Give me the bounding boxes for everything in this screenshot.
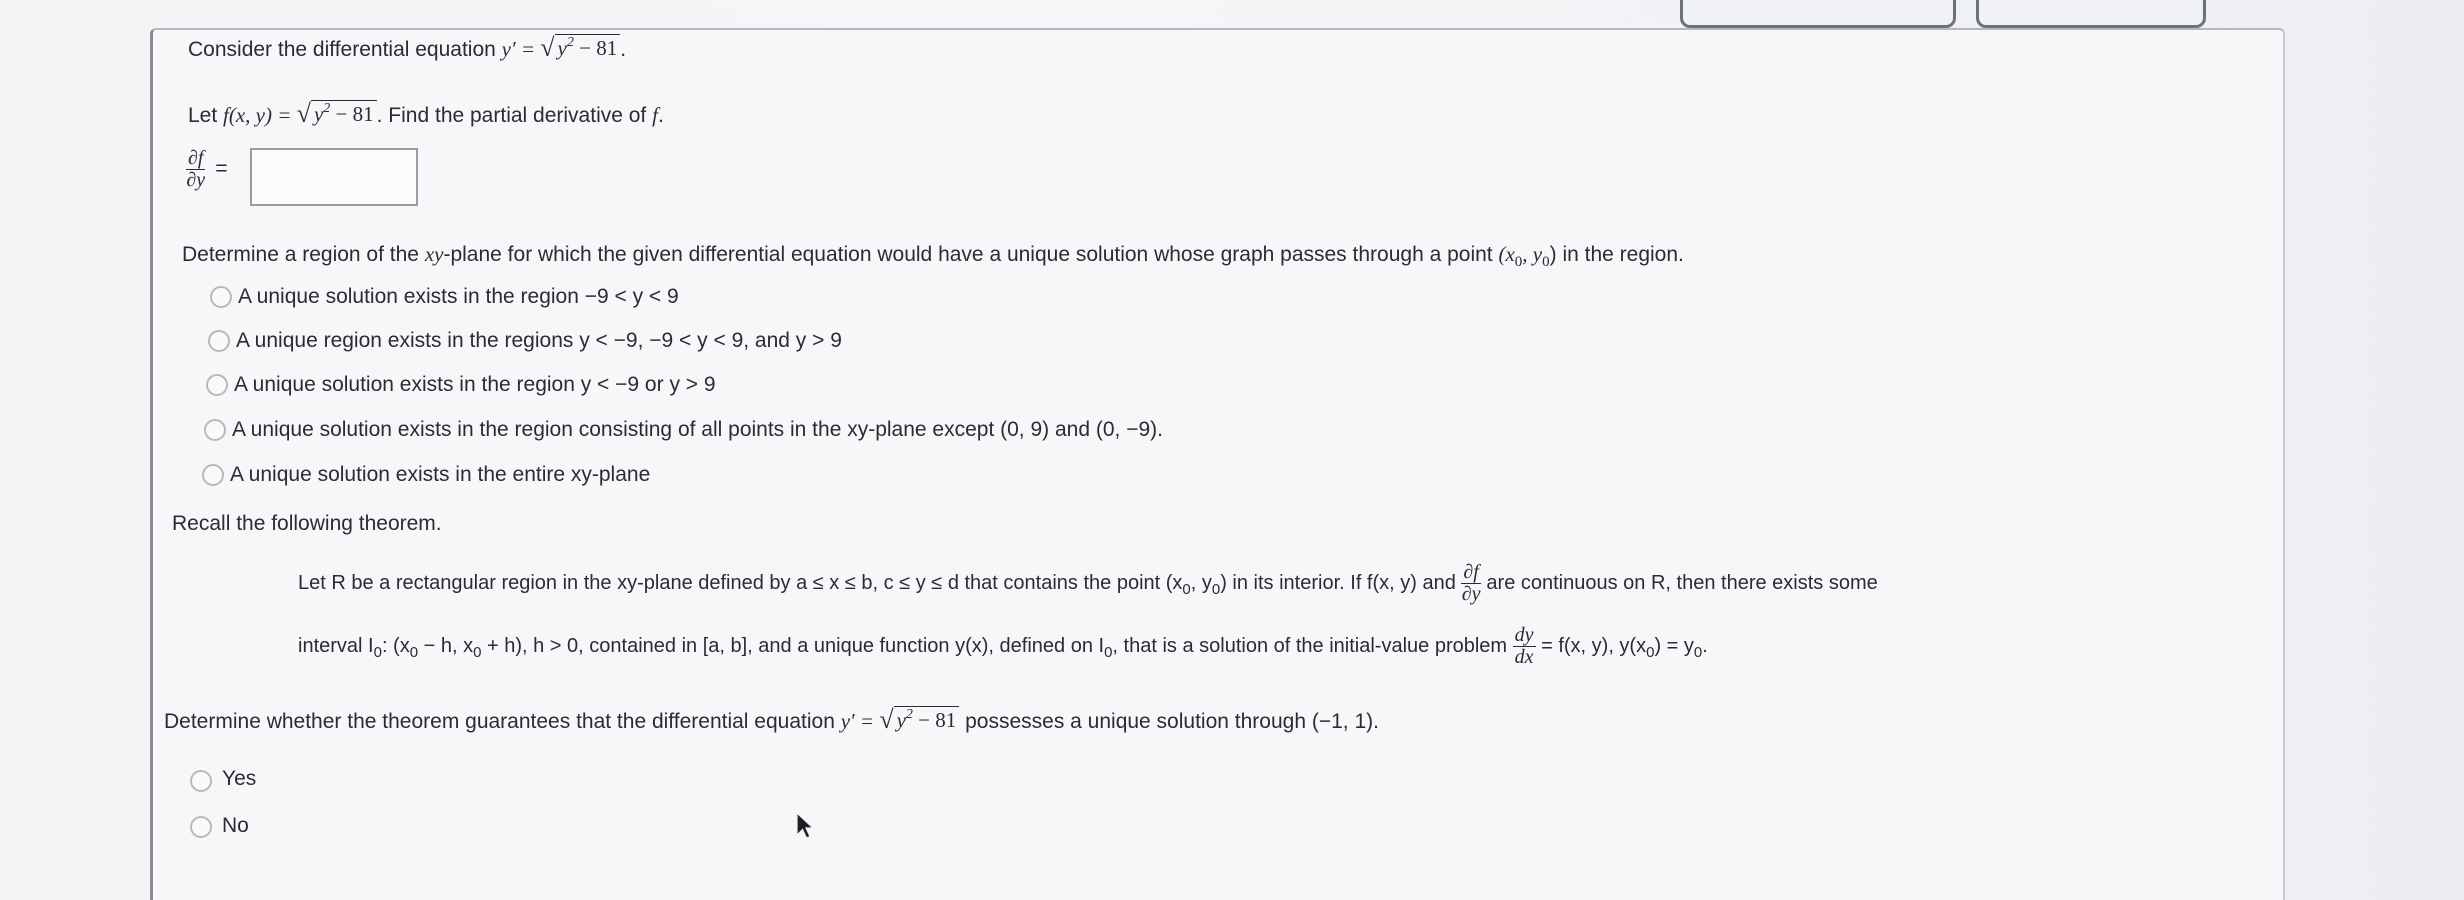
region-option-3-radio[interactable] xyxy=(206,374,228,396)
theorem-line-2: interval $I_0$: ($x_0 - h$, $x_0 + h$), h > 0, contained in [a, b], and a unique function y(x), defined on $I_0$, that is a solution of the initial-value problem $\frac{dy}{dx}$ = f(x, y), $y(x_0) = y_0$. xyxy=(298,624,1708,668)
region-option-4-label: A unique solution exists in the region consisting of all points in the xy-plane except (0, 9) and (0, −9). xyxy=(232,418,1163,441)
region-question: Determine a region of the xy-plane for which the given differential equation would have a unique solution whose graph passes through a point ($x_0$, $y_0$) in the region. xyxy=(182,242,1684,270)
let-line: Let f(x, y) = √ $y^2 - 81$ . Find the partial derivative of f. xyxy=(188,99,664,128)
top-tab-right[interactable] xyxy=(1976,0,2206,28)
region-option-2-radio[interactable] xyxy=(208,330,230,352)
theorem-line-1: Let R be a rectangular region in the xy-plane defined by a ≤ x ≤ b, c ≤ y ≤ d that contains the point ($x_0$, $y_0$) in its interior. If f(x, y) and $\frac{\partial f}{\partial y}$ are continuous on R, then there exists some xyxy=(298,561,1878,605)
region-option-5-radio[interactable] xyxy=(202,464,224,486)
region-option-4-radio[interactable] xyxy=(204,419,226,441)
region-option-1-label: A unique solution exists in the region −9 < y < 9 xyxy=(238,285,679,308)
partial-derivative-input[interactable] xyxy=(250,148,418,206)
region-option-2-label: A unique region exists in the regions y < −9, −9 < y < 9, and y > 9 xyxy=(236,329,842,352)
top-tab-left[interactable] xyxy=(1680,0,1956,28)
mouse-cursor-icon xyxy=(795,812,815,840)
region-option-1-radio[interactable] xyxy=(210,286,232,308)
partial-derivative-label: $\frac{\partial f}{\partial y}$ = xyxy=(186,147,228,191)
uniqueness-question: Determine whether the theorem guarantees that the differential equation y′ = √ $y^2 - 81$ possesses a unique solution through (−1, 1). xyxy=(164,705,1379,734)
intro-line: Consider the differential equation y′ = √ $y^2 - 81$ . xyxy=(188,33,627,62)
yes-radio[interactable] xyxy=(190,770,212,792)
region-option-5-label: A unique solution exists in the entire xy-plane xyxy=(230,463,651,486)
recall-heading: Recall the following theorem. xyxy=(172,512,442,535)
yes-label: Yes xyxy=(222,767,257,790)
region-option-3-label: A unique solution exists in the region y < −9 or y > 9 xyxy=(234,373,716,396)
no-label: No xyxy=(222,814,249,837)
no-radio[interactable] xyxy=(190,816,212,838)
